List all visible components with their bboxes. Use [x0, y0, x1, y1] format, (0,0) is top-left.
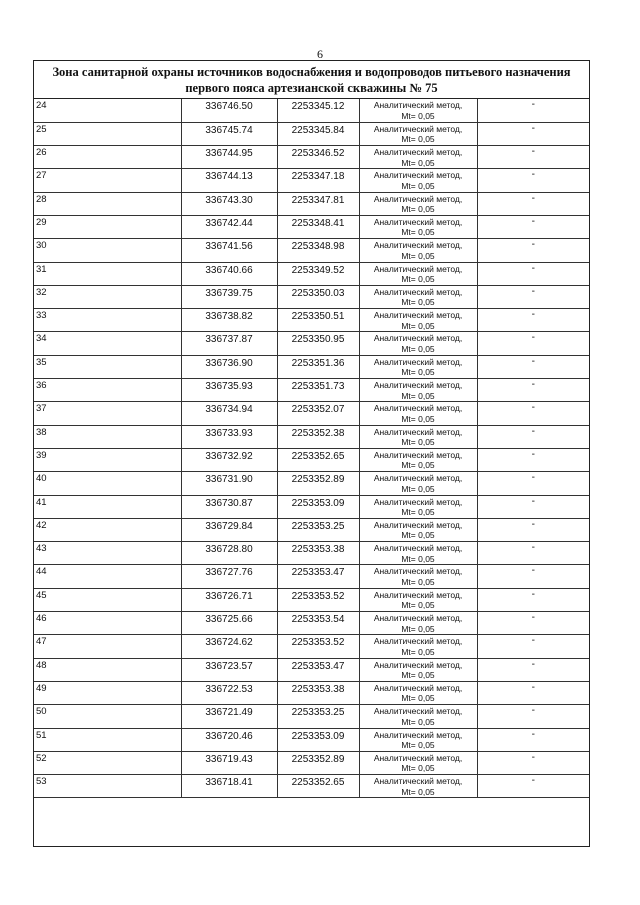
- point-number-cell: 27: [34, 169, 181, 192]
- method-accuracy: Mt= 0,05: [401, 274, 435, 285]
- method-cell: [359, 425, 477, 448]
- x-coordinate-cell: 336741.56: [181, 239, 277, 262]
- y-coordinate-cell: 2253352.65: [277, 775, 359, 798]
- point-number-cell: 51: [34, 728, 181, 751]
- method-name: Аналитический метод,: [373, 589, 463, 600]
- y-coordinate-cell: 2253345.12: [277, 99, 359, 122]
- method-name: Аналитический метод,: [373, 310, 463, 321]
- x-coordinate-cell: 336738.82: [181, 309, 277, 332]
- table-row: [34, 122, 589, 145]
- method-cell: [359, 588, 477, 611]
- point-number-cell: 50: [34, 705, 181, 728]
- method-accuracy: Mt= 0,05: [401, 343, 435, 354]
- method-accuracy: Mt= 0,05: [401, 786, 435, 797]
- method-name: Аналитический метод,: [373, 170, 463, 181]
- y-coordinate-cell: 2253353.25: [277, 518, 359, 541]
- method-cell: [359, 495, 477, 518]
- note-cell: -: [477, 518, 589, 541]
- method-name: Аналитический метод,: [373, 496, 463, 507]
- table-row: [34, 635, 589, 658]
- table-row: [34, 215, 589, 238]
- method-name: Аналитический метод,: [373, 636, 463, 647]
- point-number-cell: 48: [34, 658, 181, 681]
- method-name: Аналитический метод,: [373, 263, 463, 274]
- method-cell: [359, 681, 477, 704]
- point-number-cell: 42: [34, 518, 181, 541]
- method-accuracy: Mt= 0,05: [401, 413, 435, 424]
- method-cell: [359, 635, 477, 658]
- method-cell: [359, 192, 477, 215]
- method-accuracy: Mt= 0,05: [401, 157, 435, 168]
- point-number-cell: 38: [34, 425, 181, 448]
- note-cell: -: [477, 635, 589, 658]
- method-name: Аналитический метод,: [373, 193, 463, 204]
- x-coordinate-cell: 336732.92: [181, 448, 277, 471]
- table-row: [34, 309, 589, 332]
- y-coordinate-cell: 2253347.81: [277, 192, 359, 215]
- table-row: [34, 379, 589, 402]
- table-row: [34, 658, 589, 681]
- point-number-cell: 31: [34, 262, 181, 285]
- method-name: Аналитический метод,: [373, 566, 463, 577]
- method-cell: [359, 169, 477, 192]
- x-coordinate-cell: 336727.76: [181, 565, 277, 588]
- y-coordinate-cell: 2253353.52: [277, 635, 359, 658]
- table-row: [34, 192, 589, 215]
- method-accuracy: Mt= 0,05: [401, 320, 435, 331]
- point-number-cell: 24: [34, 99, 181, 122]
- point-number-cell: 49: [34, 681, 181, 704]
- y-coordinate-cell: 2253353.09: [277, 728, 359, 751]
- note-cell: -: [477, 681, 589, 704]
- point-number-cell: 34: [34, 332, 181, 355]
- method-cell: [359, 239, 477, 262]
- method-cell: [359, 99, 477, 122]
- point-number-cell: 29: [34, 215, 181, 238]
- x-coordinate-cell: 336746.50: [181, 99, 277, 122]
- method-name: Аналитический метод,: [373, 380, 463, 391]
- note-cell: -: [477, 239, 589, 262]
- y-coordinate-cell: 2253352.38: [277, 425, 359, 448]
- y-coordinate-cell: 2253353.54: [277, 612, 359, 635]
- method-cell: [359, 379, 477, 402]
- method-cell: [359, 658, 477, 681]
- table-row: [34, 169, 589, 192]
- y-coordinate-cell: 2253352.07: [277, 402, 359, 425]
- method-cell: [359, 215, 477, 238]
- x-coordinate-cell: 336723.57: [181, 658, 277, 681]
- note-cell: -: [477, 705, 589, 728]
- note-cell: -: [477, 612, 589, 635]
- point-number-cell: 47: [34, 635, 181, 658]
- table-row: [34, 262, 589, 285]
- note-cell: -: [477, 215, 589, 238]
- method-name: Аналитический метод,: [373, 706, 463, 717]
- method-accuracy: Mt= 0,05: [401, 227, 435, 238]
- point-number-cell: 35: [34, 355, 181, 378]
- point-number-cell: 33: [34, 309, 181, 332]
- x-coordinate-cell: 336729.84: [181, 518, 277, 541]
- y-coordinate-cell: 2253348.41: [277, 215, 359, 238]
- note-cell: -: [477, 542, 589, 565]
- y-coordinate-cell: 2253349.52: [277, 262, 359, 285]
- y-coordinate-cell: 2253353.25: [277, 705, 359, 728]
- note-cell: -: [477, 775, 589, 798]
- y-coordinate-cell: 2253353.47: [277, 658, 359, 681]
- y-coordinate-cell: 2253350.03: [277, 285, 359, 308]
- method-accuracy: Mt= 0,05: [401, 297, 435, 308]
- method-cell: [359, 565, 477, 588]
- method-accuracy: Mt= 0,05: [401, 530, 435, 541]
- note-cell: -: [477, 425, 589, 448]
- page-number: 6: [317, 47, 323, 61]
- note-cell: -: [477, 99, 589, 122]
- x-coordinate-cell: 336743.30: [181, 192, 277, 215]
- method-cell: [359, 775, 477, 798]
- method-name: Аналитический метод,: [373, 100, 463, 110]
- method-accuracy: Mt= 0,05: [401, 460, 435, 471]
- y-coordinate-cell: 2253353.38: [277, 542, 359, 565]
- method-accuracy: Mt= 0,05: [401, 390, 435, 401]
- table-title: [34, 61, 589, 99]
- y-coordinate-cell: 2253352.89: [277, 472, 359, 495]
- x-coordinate-cell: 336733.93: [181, 425, 277, 448]
- method-name: Аналитический метод,: [373, 286, 463, 297]
- method-accuracy: Mt= 0,05: [401, 483, 435, 494]
- point-number-cell: 45: [34, 588, 181, 611]
- method-accuracy: Mt= 0,05: [401, 716, 435, 727]
- point-number-cell: 40: [34, 472, 181, 495]
- table-row: [34, 285, 589, 308]
- y-coordinate-cell: 2253347.18: [277, 169, 359, 192]
- method-cell: [359, 518, 477, 541]
- x-coordinate-cell: 336726.71: [181, 588, 277, 611]
- point-number-cell: 53: [34, 775, 181, 798]
- method-cell: [359, 728, 477, 751]
- x-coordinate-cell: 336720.46: [181, 728, 277, 751]
- point-number-cell: 46: [34, 612, 181, 635]
- method-cell: [359, 472, 477, 495]
- method-cell: [359, 705, 477, 728]
- table-row: [34, 542, 589, 565]
- point-number-cell: 28: [34, 192, 181, 215]
- method-accuracy: Mt= 0,05: [401, 507, 435, 518]
- method-accuracy: Mt= 0,05: [401, 646, 435, 657]
- y-coordinate-cell: 2253351.73: [277, 379, 359, 402]
- table-row: [34, 402, 589, 425]
- note-cell: -: [477, 658, 589, 681]
- note-cell: -: [477, 728, 589, 751]
- method-name: Аналитический метод,: [373, 752, 463, 763]
- x-coordinate-cell: 336740.66: [181, 262, 277, 285]
- method-accuracy: Mt= 0,05: [401, 763, 435, 774]
- x-coordinate-cell: 336725.66: [181, 612, 277, 635]
- method-cell: [359, 262, 477, 285]
- y-coordinate-cell: 2253352.89: [277, 751, 359, 774]
- point-number-cell: 26: [34, 146, 181, 169]
- method-name: Аналитический метод,: [373, 543, 463, 554]
- note-cell: -: [477, 355, 589, 378]
- table-row: [34, 518, 589, 541]
- x-coordinate-cell: 336719.43: [181, 751, 277, 774]
- method-accuracy: Mt= 0,05: [401, 670, 435, 681]
- note-cell: -: [477, 169, 589, 192]
- method-cell: [359, 612, 477, 635]
- note-cell: -: [477, 285, 589, 308]
- table-row: [34, 612, 589, 635]
- y-coordinate-cell: 2253351.36: [277, 355, 359, 378]
- method-name: Аналитический метод,: [373, 776, 463, 787]
- table-row: [34, 99, 589, 122]
- method-accuracy: Mt= 0,05: [401, 367, 435, 378]
- method-name: Аналитический метод,: [373, 240, 463, 251]
- x-coordinate-cell: 336742.44: [181, 215, 277, 238]
- y-coordinate-cell: 2253345.84: [277, 122, 359, 145]
- method-name: Аналитический метод,: [373, 682, 463, 693]
- method-accuracy: Mt= 0,05: [401, 623, 435, 634]
- table-row: [34, 775, 589, 798]
- x-coordinate-cell: 336718.41: [181, 775, 277, 798]
- method-accuracy: Mt= 0,05: [401, 180, 435, 191]
- y-coordinate-cell: 2253348.98: [277, 239, 359, 262]
- y-coordinate-cell: 2253353.52: [277, 588, 359, 611]
- table-row: [34, 681, 589, 704]
- y-coordinate-cell: 2253350.95: [277, 332, 359, 355]
- table-row: [34, 565, 589, 588]
- x-coordinate-cell: 336736.90: [181, 355, 277, 378]
- method-accuracy: Mt= 0,05: [401, 693, 435, 704]
- x-coordinate-cell: 336735.93: [181, 379, 277, 402]
- title-line-2: первого пояса артезианской скважины № 75: [185, 81, 438, 95]
- point-number-cell: 39: [34, 448, 181, 471]
- document-sheet: [33, 60, 590, 847]
- method-accuracy: Mt= 0,05: [401, 553, 435, 564]
- method-cell: [359, 309, 477, 332]
- method-name: Аналитический метод,: [373, 356, 463, 367]
- point-number-cell: 37: [34, 402, 181, 425]
- note-cell: -: [477, 402, 589, 425]
- method-cell: [359, 448, 477, 471]
- y-coordinate-cell: 2253350.51: [277, 309, 359, 332]
- note-cell: -: [477, 495, 589, 518]
- x-coordinate-cell: 336730.87: [181, 495, 277, 518]
- point-number-cell: 25: [34, 122, 181, 145]
- x-coordinate-cell: 336745.74: [181, 122, 277, 145]
- x-coordinate-cell: 336724.62: [181, 635, 277, 658]
- method-name: Аналитический метод,: [373, 449, 463, 460]
- x-coordinate-cell: 336739.75: [181, 285, 277, 308]
- method-name: Аналитический метод,: [373, 426, 463, 437]
- note-cell: -: [477, 448, 589, 471]
- coordinates-table: [34, 99, 589, 798]
- point-number-cell: 41: [34, 495, 181, 518]
- method-cell: [359, 332, 477, 355]
- note-cell: -: [477, 565, 589, 588]
- method-accuracy: Mt= 0,05: [401, 134, 435, 145]
- table-row: [34, 355, 589, 378]
- table-row: [34, 751, 589, 774]
- x-coordinate-cell: 336737.87: [181, 332, 277, 355]
- method-accuracy: Mt= 0,05: [401, 250, 435, 261]
- method-cell: [359, 402, 477, 425]
- method-cell: [359, 355, 477, 378]
- point-number-cell: 30: [34, 239, 181, 262]
- table-row: [34, 705, 589, 728]
- x-coordinate-cell: 336744.95: [181, 146, 277, 169]
- note-cell: -: [477, 262, 589, 285]
- x-coordinate-cell: 336744.13: [181, 169, 277, 192]
- y-coordinate-cell: 2253353.09: [277, 495, 359, 518]
- point-number-cell: 52: [34, 751, 181, 774]
- method-name: Аналитический метод,: [373, 519, 463, 530]
- title-line-1: Зона санитарной охраны источников водоснабжения и водопроводов питьевого назначения: [52, 65, 571, 79]
- table-row: [34, 495, 589, 518]
- method-cell: [359, 542, 477, 565]
- method-name: Аналитический метод,: [373, 403, 463, 414]
- table-row: [34, 239, 589, 262]
- table-row: [34, 448, 589, 471]
- table-row: [34, 728, 589, 751]
- y-coordinate-cell: 2253352.65: [277, 448, 359, 471]
- table-row: [34, 588, 589, 611]
- method-name: Аналитический метод,: [373, 473, 463, 484]
- point-number-cell: 32: [34, 285, 181, 308]
- method-name: Аналитический метод,: [373, 333, 463, 344]
- method-name: Аналитический метод,: [373, 729, 463, 740]
- x-coordinate-cell: 336722.53: [181, 681, 277, 704]
- note-cell: -: [477, 192, 589, 215]
- note-cell: -: [477, 309, 589, 332]
- x-coordinate-cell: 336728.80: [181, 542, 277, 565]
- note-cell: -: [477, 122, 589, 145]
- point-number-cell: 36: [34, 379, 181, 402]
- note-cell: -: [477, 379, 589, 402]
- table-row: [34, 425, 589, 448]
- method-name: Аналитический метод,: [373, 147, 463, 158]
- note-cell: -: [477, 751, 589, 774]
- method-name: Аналитический метод,: [373, 216, 463, 227]
- note-cell: -: [477, 588, 589, 611]
- method-accuracy: Mt= 0,05: [401, 110, 435, 121]
- note-cell: -: [477, 332, 589, 355]
- method-cell: [359, 146, 477, 169]
- method-cell: [359, 285, 477, 308]
- method-name: Аналитический метод,: [373, 659, 463, 670]
- method-name: Аналитический метод,: [373, 613, 463, 624]
- y-coordinate-cell: 2253353.38: [277, 681, 359, 704]
- point-number-cell: 44: [34, 565, 181, 588]
- method-accuracy: Mt= 0,05: [401, 600, 435, 611]
- method-accuracy: Mt= 0,05: [401, 740, 435, 751]
- table-row: [34, 472, 589, 495]
- x-coordinate-cell: 336721.49: [181, 705, 277, 728]
- method-accuracy: Mt= 0,05: [401, 204, 435, 215]
- x-coordinate-cell: 336734.94: [181, 402, 277, 425]
- point-number-cell: 43: [34, 542, 181, 565]
- method-cell: [359, 751, 477, 774]
- method-accuracy: Mt= 0,05: [401, 437, 435, 448]
- method-name: Аналитический метод,: [373, 123, 463, 134]
- note-cell: -: [477, 146, 589, 169]
- x-coordinate-cell: 336731.90: [181, 472, 277, 495]
- method-accuracy: Mt= 0,05: [401, 576, 435, 587]
- y-coordinate-cell: 2253353.47: [277, 565, 359, 588]
- note-cell: -: [477, 472, 589, 495]
- method-cell: [359, 122, 477, 145]
- y-coordinate-cell: 2253346.52: [277, 146, 359, 169]
- table-row: [34, 332, 589, 355]
- table-row: [34, 146, 589, 169]
